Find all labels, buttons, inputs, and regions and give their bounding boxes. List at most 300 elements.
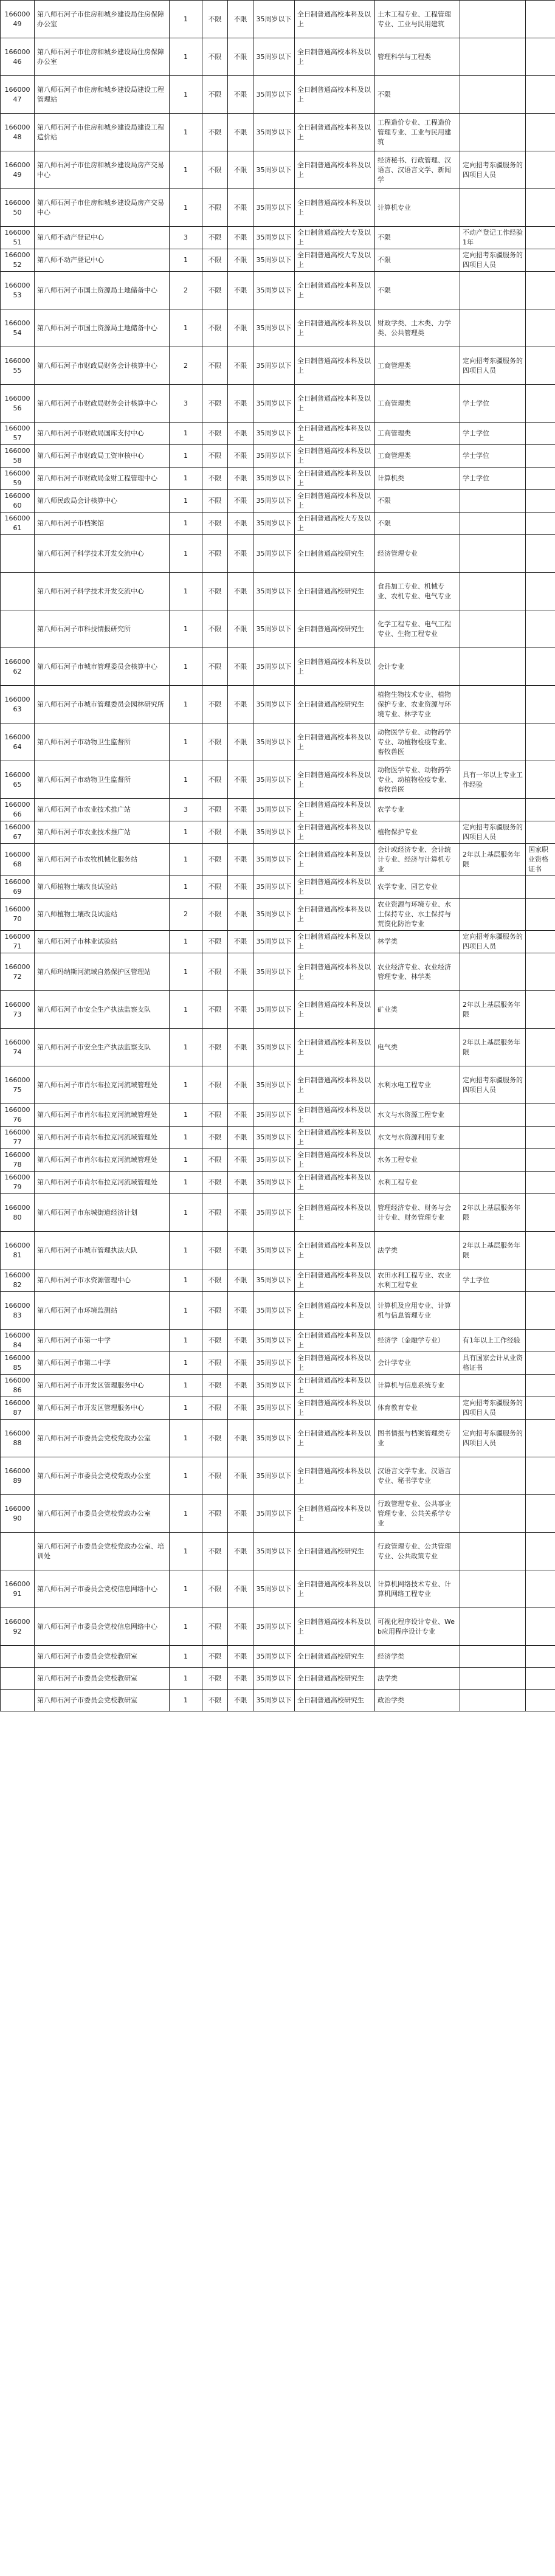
row-notes-extra bbox=[526, 1194, 555, 1232]
row-notes bbox=[460, 535, 526, 573]
row-count: 1 bbox=[170, 844, 202, 876]
table-row bbox=[1, 1104, 555, 1127]
row-age: 35周岁以下 bbox=[253, 931, 295, 953]
row-unit: 第八师石河子市委员会党校党政办公室 bbox=[35, 1420, 170, 1457]
row-gender: 不限 bbox=[228, 309, 253, 347]
row-age: 35周岁以下 bbox=[253, 686, 295, 723]
row-count: 1 bbox=[170, 1172, 202, 1194]
row-notes: 2年以上基层服务年限 bbox=[460, 991, 526, 1029]
row-major: 水务工程专业 bbox=[375, 1149, 460, 1172]
row-ethnicity: 不限 bbox=[202, 1194, 228, 1232]
row-education: 全日制普通高校本科及以上 bbox=[295, 76, 375, 114]
row-notes: 定向招考东疆服务的四项目人员 bbox=[460, 821, 526, 844]
row-code: 16600055 bbox=[1, 347, 35, 385]
row-ethnicity: 不限 bbox=[202, 1066, 228, 1104]
row-education: 全日制普通高校本科及以上 bbox=[295, 1420, 375, 1457]
row-code: 16600049 bbox=[1, 1, 35, 38]
row-unit: 第八师石河子市委员会党校教研室 bbox=[35, 1646, 170, 1668]
row-notes-extra bbox=[526, 648, 555, 686]
table-row bbox=[1, 991, 555, 1029]
row-code: 16600054 bbox=[1, 309, 35, 347]
row-education: 全日制普通高校本科及以上 bbox=[295, 1495, 375, 1533]
row-notes-extra bbox=[526, 1533, 555, 1570]
row-count: 1 bbox=[170, 1066, 202, 1104]
table-row bbox=[1, 1375, 555, 1397]
table-row bbox=[1, 490, 555, 513]
row-notes-extra bbox=[526, 610, 555, 648]
row-code: 16600087 bbox=[1, 1397, 35, 1420]
row-major: 计算机及应用专业、计算机与信息管理专业 bbox=[375, 1292, 460, 1330]
row-code: 16600083 bbox=[1, 1292, 35, 1330]
row-count: 1 bbox=[170, 723, 202, 761]
row-notes: 2年以上基层服务年限 bbox=[460, 1194, 526, 1232]
row-major: 会计学专业 bbox=[375, 1352, 460, 1375]
row-code: 16600068 bbox=[1, 844, 35, 876]
row-code: 16600085 bbox=[1, 1352, 35, 1375]
row-education: 全日制普通高校本科及以上 bbox=[295, 1194, 375, 1232]
row-code: 16600072 bbox=[1, 953, 35, 991]
row-major: 不限 bbox=[375, 272, 460, 309]
row-gender: 不限 bbox=[228, 844, 253, 876]
row-count: 1 bbox=[170, 1292, 202, 1330]
row-count: 1 bbox=[170, 535, 202, 573]
row-major: 管理科学与工程类 bbox=[375, 38, 460, 76]
row-notes bbox=[460, 723, 526, 761]
row-education: 全日制普通高校本科及以上 bbox=[295, 761, 375, 799]
table-row bbox=[1, 423, 555, 445]
row-education: 全日制普通高校本科及以上 bbox=[295, 1172, 375, 1194]
row-ethnicity: 不限 bbox=[202, 953, 228, 991]
row-ethnicity: 不限 bbox=[202, 1, 228, 38]
table-row bbox=[1, 1668, 555, 1690]
row-notes-extra bbox=[526, 821, 555, 844]
row-count: 1 bbox=[170, 1375, 202, 1397]
table-row bbox=[1, 1570, 555, 1608]
row-notes-extra bbox=[526, 931, 555, 953]
row-count: 1 bbox=[170, 151, 202, 189]
table-row bbox=[1, 347, 555, 385]
row-age: 35周岁以下 bbox=[253, 1292, 295, 1330]
row-notes bbox=[460, 1149, 526, 1172]
table-row bbox=[1, 821, 555, 844]
row-gender: 不限 bbox=[228, 1269, 253, 1292]
row-age: 35周岁以下 bbox=[253, 189, 295, 227]
row-major: 法学类 bbox=[375, 1232, 460, 1269]
row-code: 16600069 bbox=[1, 876, 35, 899]
row-education: 全日制普通高校本科及以上 bbox=[295, 991, 375, 1029]
row-education: 全日制普通高校研究生 bbox=[295, 610, 375, 648]
row-notes-extra bbox=[526, 991, 555, 1029]
row-count: 1 bbox=[170, 249, 202, 272]
row-notes bbox=[460, 1608, 526, 1646]
row-notes-extra bbox=[526, 272, 555, 309]
row-major: 农田水利工程专业、农业水利工程专业 bbox=[375, 1269, 460, 1292]
row-code bbox=[1, 1533, 35, 1570]
row-notes-extra bbox=[526, 1646, 555, 1668]
row-major: 计算机与信息系统专业 bbox=[375, 1375, 460, 1397]
row-age: 35周岁以下 bbox=[253, 1029, 295, 1066]
row-notes-extra bbox=[526, 686, 555, 723]
row-major: 水利工程专业 bbox=[375, 1172, 460, 1194]
row-ethnicity: 不限 bbox=[202, 151, 228, 189]
row-count: 3 bbox=[170, 385, 202, 423]
row-major: 动物医学专业、动物药学专业、动植物检疫专业、畜牧兽医 bbox=[375, 723, 460, 761]
row-ethnicity: 不限 bbox=[202, 1330, 228, 1352]
row-education: 全日制普通高校大专及以上 bbox=[295, 249, 375, 272]
row-code: 16600047 bbox=[1, 76, 35, 114]
table-row bbox=[1, 1420, 555, 1457]
row-code: 16600081 bbox=[1, 1232, 35, 1269]
row-major: 不限 bbox=[375, 490, 460, 513]
row-unit: 第八师石河子市档案馆 bbox=[35, 513, 170, 535]
row-unit: 第八师石河子市肖尔布拉克河流域管理处 bbox=[35, 1104, 170, 1127]
row-age: 35周岁以下 bbox=[253, 1690, 295, 1711]
row-code: 16600066 bbox=[1, 799, 35, 821]
row-ethnicity: 不限 bbox=[202, 445, 228, 468]
row-notes: 有1年以上工作经验 bbox=[460, 1330, 526, 1352]
row-notes bbox=[460, 876, 526, 899]
row-count: 1 bbox=[170, 189, 202, 227]
row-count: 1 bbox=[170, 1330, 202, 1352]
row-code: 16600075 bbox=[1, 1066, 35, 1104]
row-notes bbox=[460, 76, 526, 114]
row-age: 35周岁以下 bbox=[253, 1608, 295, 1646]
row-count: 1 bbox=[170, 114, 202, 151]
row-count: 1 bbox=[170, 1646, 202, 1668]
row-age: 35周岁以下 bbox=[253, 1375, 295, 1397]
row-notes bbox=[460, 309, 526, 347]
row-ethnicity: 不限 bbox=[202, 249, 228, 272]
row-count: 1 bbox=[170, 1104, 202, 1127]
row-age: 35周岁以下 bbox=[253, 38, 295, 76]
row-unit: 第八师石河子市委员会党校党政办公室 bbox=[35, 1457, 170, 1495]
row-code: 16600050 bbox=[1, 189, 35, 227]
row-age: 35周岁以下 bbox=[253, 1352, 295, 1375]
row-count: 1 bbox=[170, 1232, 202, 1269]
row-ethnicity: 不限 bbox=[202, 227, 228, 249]
row-major: 工商管理类 bbox=[375, 385, 460, 423]
row-count: 2 bbox=[170, 899, 202, 931]
row-code: 16600065 bbox=[1, 761, 35, 799]
row-code: 16600049 bbox=[1, 151, 35, 189]
row-count: 1 bbox=[170, 513, 202, 535]
row-education: 全日制普通高校研究生 bbox=[295, 686, 375, 723]
row-major: 工商管理类 bbox=[375, 445, 460, 468]
row-major: 计算机类 bbox=[375, 468, 460, 490]
row-education: 全日制普通高校本科及以上 bbox=[295, 1104, 375, 1127]
table-row bbox=[1, 1533, 555, 1570]
row-education: 全日制普通高校大专及以上 bbox=[295, 513, 375, 535]
row-age: 35周岁以下 bbox=[253, 899, 295, 931]
row-count: 1 bbox=[170, 1690, 202, 1711]
row-notes bbox=[460, 1690, 526, 1711]
row-gender: 不限 bbox=[228, 1066, 253, 1104]
table-row bbox=[1, 686, 555, 723]
row-education: 全日制普通高校本科及以上 bbox=[295, 1149, 375, 1172]
row-code: 16600046 bbox=[1, 38, 35, 76]
row-notes: 学士学位 bbox=[460, 423, 526, 445]
row-gender: 不限 bbox=[228, 1172, 253, 1194]
row-education: 全日制普通高校本科及以上 bbox=[295, 445, 375, 468]
row-gender: 不限 bbox=[228, 347, 253, 385]
row-major: 农学专业 bbox=[375, 799, 460, 821]
row-age: 35周岁以下 bbox=[253, 1330, 295, 1352]
row-ethnicity: 不限 bbox=[202, 1608, 228, 1646]
row-unit: 第八师不动产登记中心 bbox=[35, 249, 170, 272]
row-unit: 第八师石河子科学技术开发交流中心 bbox=[35, 535, 170, 573]
row-unit: 第八师石河子市住房和城乡建设局住房保障办公室 bbox=[35, 38, 170, 76]
row-major: 经济学类 bbox=[375, 1646, 460, 1668]
row-code: 16600062 bbox=[1, 648, 35, 686]
row-count: 1 bbox=[170, 423, 202, 445]
row-age: 35周岁以下 bbox=[253, 1149, 295, 1172]
row-code: 16600060 bbox=[1, 490, 35, 513]
table-row bbox=[1, 876, 555, 899]
row-gender: 不限 bbox=[228, 249, 253, 272]
row-education: 全日制普通高校本科及以上 bbox=[295, 799, 375, 821]
row-age: 35周岁以下 bbox=[253, 1495, 295, 1533]
row-major: 管理经济专业、财务与会计专业、财务管理专业 bbox=[375, 1194, 460, 1232]
row-ethnicity: 不限 bbox=[202, 1352, 228, 1375]
row-count: 1 bbox=[170, 1570, 202, 1608]
row-major: 化学工程专业、电气工程专业、生物工程专业 bbox=[375, 610, 460, 648]
row-count: 1 bbox=[170, 573, 202, 610]
row-notes bbox=[460, 799, 526, 821]
row-education: 全日制普通高校大专及以上 bbox=[295, 227, 375, 249]
row-education: 全日制普通高校本科及以上 bbox=[295, 1, 375, 38]
row-notes: 2年以上基层服务年限 bbox=[460, 844, 526, 876]
row-age: 35周岁以下 bbox=[253, 821, 295, 844]
row-notes bbox=[460, 1375, 526, 1397]
row-age: 35周岁以下 bbox=[253, 761, 295, 799]
table-row bbox=[1, 1172, 555, 1194]
row-code: 16600052 bbox=[1, 249, 35, 272]
row-count: 1 bbox=[170, 1533, 202, 1570]
row-major: 体育教育专业 bbox=[375, 1397, 460, 1420]
row-unit: 第八师石河子市第一中学 bbox=[35, 1330, 170, 1352]
row-age: 35周岁以下 bbox=[253, 610, 295, 648]
row-age: 35周岁以下 bbox=[253, 1570, 295, 1608]
row-age: 35周岁以下 bbox=[253, 151, 295, 189]
row-unit: 第八师民政局会计核算中心 bbox=[35, 490, 170, 513]
table-row bbox=[1, 189, 555, 227]
row-unit: 第八师石河子市委员会党校信息网络中心 bbox=[35, 1608, 170, 1646]
row-gender: 不限 bbox=[228, 189, 253, 227]
row-code: 16600092 bbox=[1, 1608, 35, 1646]
row-gender: 不限 bbox=[228, 931, 253, 953]
row-ethnicity: 不限 bbox=[202, 899, 228, 931]
row-notes-extra bbox=[526, 1668, 555, 1690]
row-ethnicity: 不限 bbox=[202, 1495, 228, 1533]
row-gender: 不限 bbox=[228, 1668, 253, 1690]
row-notes bbox=[460, 899, 526, 931]
row-gender: 不限 bbox=[228, 151, 253, 189]
row-count: 1 bbox=[170, 1352, 202, 1375]
row-code: 16600056 bbox=[1, 385, 35, 423]
row-notes bbox=[460, 1, 526, 38]
table-row bbox=[1, 610, 555, 648]
row-education: 全日制普通高校本科及以上 bbox=[295, 38, 375, 76]
row-code bbox=[1, 610, 35, 648]
row-notes bbox=[460, 1495, 526, 1533]
row-major: 水利水电工程专业 bbox=[375, 1066, 460, 1104]
row-major: 不限 bbox=[375, 76, 460, 114]
row-notes-extra bbox=[526, 953, 555, 991]
row-notes bbox=[460, 114, 526, 151]
row-code bbox=[1, 535, 35, 573]
row-notes-extra bbox=[526, 490, 555, 513]
table-row bbox=[1, 1608, 555, 1646]
row-notes-extra bbox=[526, 1457, 555, 1495]
row-gender: 不限 bbox=[228, 1352, 253, 1375]
row-education: 全日制普通高校本科及以上 bbox=[295, 490, 375, 513]
row-notes-extra bbox=[526, 445, 555, 468]
row-age: 35周岁以下 bbox=[253, 423, 295, 445]
row-notes-extra bbox=[526, 189, 555, 227]
row-age: 35周岁以下 bbox=[253, 991, 295, 1029]
row-age: 35周岁以下 bbox=[253, 723, 295, 761]
row-notes-extra bbox=[526, 1127, 555, 1149]
table-row bbox=[1, 151, 555, 189]
row-count: 1 bbox=[170, 1420, 202, 1457]
table-row bbox=[1, 1690, 555, 1711]
row-age: 35周岁以下 bbox=[253, 844, 295, 876]
row-education: 全日制普通高校本科及以上 bbox=[295, 844, 375, 876]
row-major: 图书情报与档案管理类专业 bbox=[375, 1420, 460, 1457]
table-row bbox=[1, 535, 555, 573]
row-notes: 具有一年以上专业工作经验 bbox=[460, 761, 526, 799]
row-notes-extra bbox=[526, 535, 555, 573]
row-ethnicity: 不限 bbox=[202, 1292, 228, 1330]
row-notes-extra bbox=[526, 1375, 555, 1397]
row-count: 1 bbox=[170, 1194, 202, 1232]
row-education: 全日制普通高校本科及以上 bbox=[295, 1397, 375, 1420]
row-ethnicity: 不限 bbox=[202, 1029, 228, 1066]
row-notes-extra bbox=[526, 1608, 555, 1646]
table-row bbox=[1, 114, 555, 151]
row-age: 35周岁以下 bbox=[253, 1104, 295, 1127]
row-unit: 第八师石河子市农业技术推广站 bbox=[35, 799, 170, 821]
row-gender: 不限 bbox=[228, 723, 253, 761]
table-row bbox=[1, 573, 555, 610]
row-education: 全日制普通高校本科及以上 bbox=[295, 1457, 375, 1495]
row-gender: 不限 bbox=[228, 610, 253, 648]
row-notes bbox=[460, 189, 526, 227]
row-count: 1 bbox=[170, 1149, 202, 1172]
row-major: 可视化程序设计专业、Web应用程序设计专业 bbox=[375, 1608, 460, 1646]
row-age: 35周岁以下 bbox=[253, 1420, 295, 1457]
table-row bbox=[1, 844, 555, 876]
row-notes: 2年以上基层服务年限 bbox=[460, 1232, 526, 1269]
row-notes-extra bbox=[526, 513, 555, 535]
row-count: 1 bbox=[170, 1, 202, 38]
table-row bbox=[1, 1127, 555, 1149]
row-education: 全日制普通高校本科及以上 bbox=[295, 423, 375, 445]
row-ethnicity: 不限 bbox=[202, 1690, 228, 1711]
table-row bbox=[1, 1330, 555, 1352]
row-unit: 第八师石河子市住房和城乡建设局住房保障办公室 bbox=[35, 1, 170, 38]
row-ethnicity: 不限 bbox=[202, 513, 228, 535]
row-age: 35周岁以下 bbox=[253, 272, 295, 309]
row-gender: 不限 bbox=[228, 991, 253, 1029]
row-count: 1 bbox=[170, 490, 202, 513]
row-unit: 第八师石河子市委员会党校信息网络中心 bbox=[35, 1570, 170, 1608]
row-code: 16600061 bbox=[1, 513, 35, 535]
row-unit: 第八师石河子市动物卫生监督所 bbox=[35, 761, 170, 799]
row-ethnicity: 不限 bbox=[202, 468, 228, 490]
row-education: 全日制普通高校本科及以上 bbox=[295, 1269, 375, 1292]
row-gender: 不限 bbox=[228, 445, 253, 468]
row-notes-extra bbox=[526, 1, 555, 38]
row-code: 16600091 bbox=[1, 1570, 35, 1608]
row-gender: 不限 bbox=[228, 114, 253, 151]
row-notes-extra bbox=[526, 76, 555, 114]
row-gender: 不限 bbox=[228, 1029, 253, 1066]
row-notes: 定向招考东疆服务的四项目人员 bbox=[460, 1066, 526, 1104]
row-notes bbox=[460, 1533, 526, 1570]
row-notes-extra bbox=[526, 799, 555, 821]
table-row bbox=[1, 38, 555, 76]
row-education: 全日制普通高校本科及以上 bbox=[295, 1232, 375, 1269]
row-unit: 第八师不动产登记中心 bbox=[35, 227, 170, 249]
row-notes: 学士学位 bbox=[460, 385, 526, 423]
row-code: 16600048 bbox=[1, 114, 35, 151]
row-notes bbox=[460, 1172, 526, 1194]
table-row bbox=[1, 272, 555, 309]
row-code: 16600086 bbox=[1, 1375, 35, 1397]
table-row bbox=[1, 648, 555, 686]
row-notes-extra bbox=[526, 249, 555, 272]
row-ethnicity: 不限 bbox=[202, 761, 228, 799]
table-body bbox=[1, 1, 555, 1711]
row-notes bbox=[460, 38, 526, 76]
row-unit: 第八师石河子市委员会党校党政办公室 bbox=[35, 1495, 170, 1533]
row-ethnicity: 不限 bbox=[202, 1375, 228, 1397]
row-education: 全日制普通高校本科及以上 bbox=[295, 309, 375, 347]
row-gender: 不限 bbox=[228, 1194, 253, 1232]
row-age: 35周岁以下 bbox=[253, 799, 295, 821]
row-ethnicity: 不限 bbox=[202, 1127, 228, 1149]
row-unit: 第八师石河子市财政局工资审核中心 bbox=[35, 445, 170, 468]
row-age: 35周岁以下 bbox=[253, 648, 295, 686]
row-notes-extra bbox=[526, 876, 555, 899]
row-ethnicity: 不限 bbox=[202, 723, 228, 761]
row-notes-extra bbox=[526, 1104, 555, 1127]
row-count: 1 bbox=[170, 1668, 202, 1690]
row-education: 全日制普通高校本科及以上 bbox=[295, 151, 375, 189]
row-notes: 定向招考东疆服务的四项目人员 bbox=[460, 347, 526, 385]
row-gender: 不限 bbox=[228, 385, 253, 423]
row-gender: 不限 bbox=[228, 1232, 253, 1269]
row-code bbox=[1, 573, 35, 610]
row-major: 农业资源与环境专业、水土保持专业、水土保持与荒漠化防治专业 bbox=[375, 899, 460, 931]
row-gender: 不限 bbox=[228, 38, 253, 76]
row-notes bbox=[460, 1668, 526, 1690]
row-major: 农业经济专业、农业经济管理专业、林学类 bbox=[375, 953, 460, 991]
row-ethnicity: 不限 bbox=[202, 610, 228, 648]
row-gender: 不限 bbox=[228, 1646, 253, 1668]
row-age: 35周岁以下 bbox=[253, 1194, 295, 1232]
row-gender: 不限 bbox=[228, 1533, 253, 1570]
row-ethnicity: 不限 bbox=[202, 423, 228, 445]
row-unit: 第八师石河子市农业技术推广站 bbox=[35, 821, 170, 844]
row-count: 3 bbox=[170, 227, 202, 249]
row-notes-extra bbox=[526, 114, 555, 151]
row-code: 16600073 bbox=[1, 991, 35, 1029]
row-notes-extra bbox=[526, 1149, 555, 1172]
table-row bbox=[1, 1, 555, 38]
row-count: 1 bbox=[170, 821, 202, 844]
